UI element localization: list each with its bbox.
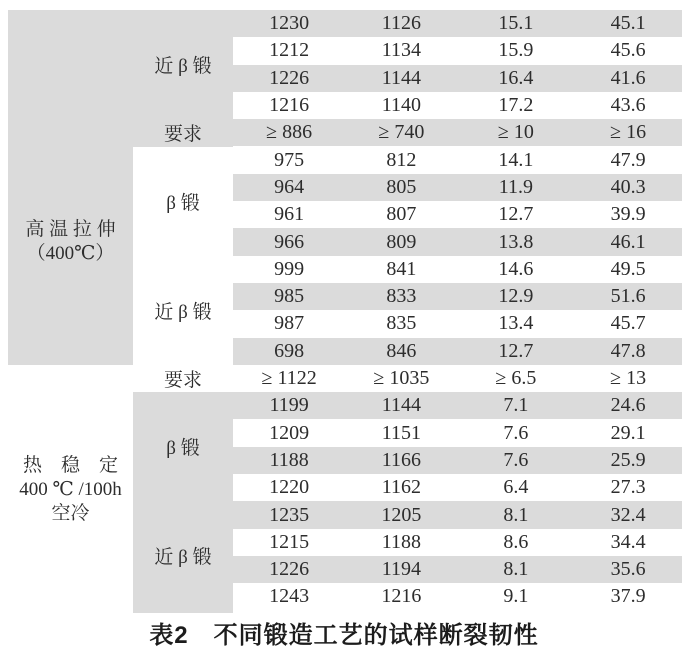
table-cell: 43.6: [610, 94, 646, 117]
table-cell: 40.3: [610, 175, 646, 198]
forge-type-label: 要求: [163, 124, 202, 146]
table-cell: ≥ 740: [378, 121, 425, 144]
table-cell: 47.8: [610, 339, 646, 362]
table-cell: 1230: [269, 12, 310, 35]
table-cell: 12.7: [498, 203, 534, 226]
table-cell: 17.2: [498, 94, 534, 117]
table-cell: ≥ 10: [497, 121, 534, 144]
table-cell: 1226: [269, 558, 310, 581]
table-cell: 1162: [381, 476, 421, 499]
table-cell: ≥ 13: [610, 367, 647, 390]
table-cell: 975: [274, 148, 305, 171]
table-caption: 表2 不同锻造工艺的试样断裂韧性: [149, 622, 539, 649]
table-row: [233, 447, 682, 474]
table-cell: 964: [274, 175, 305, 198]
table-cell: 49.5: [610, 257, 646, 280]
table-cell: 961: [274, 203, 305, 226]
table-row: [233, 420, 682, 447]
table-cell: 35.6: [610, 558, 646, 581]
table-cell: 13.8: [498, 230, 534, 253]
table-cell: ≥ 16: [610, 121, 647, 144]
forge-type-label: β 锻: [166, 192, 200, 214]
table-cell: 987: [274, 312, 305, 335]
table-cell: 14.6: [498, 257, 534, 280]
table-cell: ≥ 886: [266, 121, 313, 144]
table-cell: 833: [386, 285, 417, 308]
forge-type-label: β 锻: [166, 438, 200, 460]
table-row: [233, 201, 682, 228]
table-cell: 25.9: [610, 448, 646, 471]
table-cell: 1134: [381, 39, 421, 62]
section-label-line: 400 ℃ /100h: [19, 479, 122, 500]
table-cell: 1212: [269, 39, 310, 62]
table-cell: 1194: [381, 558, 421, 581]
table-cell: 34.4: [610, 530, 646, 553]
table-cell: 8.6: [503, 530, 529, 553]
table-cell: 1188: [269, 448, 309, 471]
table-cell: 966: [274, 230, 305, 253]
table-cell: 14.1: [498, 148, 534, 171]
table-cell: 1144: [381, 394, 421, 417]
table-cell: 51.6: [610, 285, 646, 308]
table-cell: 13.4: [498, 312, 534, 335]
table-cell: 1205: [381, 503, 422, 526]
table-cell: 1188: [381, 530, 421, 553]
table-row: [233, 310, 682, 337]
table-cell: 6.4: [503, 476, 529, 499]
table-cell: 15.9: [498, 39, 534, 62]
table-row: [233, 256, 682, 283]
table-cell: 1140: [381, 94, 421, 117]
table-cell: 7.6: [503, 448, 529, 471]
table-cell: 1144: [381, 66, 421, 89]
table-cell: 12.7: [498, 339, 534, 362]
table-cell: ≥ 1122: [261, 367, 317, 390]
table-cell: 835: [386, 312, 417, 335]
table-cell: 39.9: [610, 203, 646, 226]
table-row: [233, 283, 682, 310]
table-cell: 1226: [269, 66, 310, 89]
table-cell: 807: [386, 203, 417, 226]
table-row: [233, 174, 682, 201]
table-cell: 1126: [381, 12, 421, 35]
table-cell: 1199: [269, 394, 309, 417]
table-cell: ≥ 6.5: [495, 367, 537, 390]
table-cell: 29.1: [610, 421, 646, 444]
table-cell: 24.6: [610, 394, 646, 417]
table-cell: 1216: [269, 94, 310, 117]
table-cell: 41.6: [610, 66, 646, 89]
table-row: [233, 529, 682, 556]
table-cell: 46.1: [610, 230, 646, 253]
section-label-line: 空冷: [51, 503, 90, 524]
table-cell: 11.9: [498, 175, 533, 198]
table-row: [233, 10, 682, 37]
forge-type-label: 要求: [163, 370, 202, 392]
table-cell: 27.3: [610, 476, 646, 499]
table-cell: ≥ 1035: [373, 367, 430, 390]
table-cell: 999: [274, 257, 305, 280]
table-cell: 47.9: [610, 148, 646, 171]
table-cell: 32.4: [610, 503, 646, 526]
table-row: [233, 92, 682, 119]
table-cell: 45.1: [610, 12, 646, 35]
table-row: [233, 583, 682, 610]
forge-type-label: 近 β 锻: [154, 547, 212, 569]
table-cell: 809: [386, 230, 417, 253]
table-cell: 841: [386, 257, 417, 280]
table-cell: 1235: [269, 503, 310, 526]
table-row: [233, 501, 682, 528]
section-label-line: 热 稳 定: [22, 455, 118, 476]
table-cell: 1215: [269, 530, 310, 553]
table-cell: 9.1: [503, 585, 529, 608]
table-cell: 45.7: [610, 312, 646, 335]
table-cell: 1166: [381, 448, 421, 471]
table-cell: 16.4: [498, 66, 534, 89]
table-cell: 15.1: [498, 12, 534, 35]
table-row: [233, 474, 682, 501]
section-label-line: （400℃）: [26, 243, 115, 264]
table-cell: 698: [274, 339, 305, 362]
table-cell: 12.9: [498, 285, 534, 308]
table-cell: 1151: [381, 421, 421, 444]
table-cell: 37.9: [610, 585, 646, 608]
table-cell: 985: [274, 285, 305, 308]
table-cell: 45.6: [610, 39, 646, 62]
table-row: [233, 147, 682, 174]
table-cell: 8.1: [503, 558, 529, 581]
table-cell: 1220: [269, 476, 310, 499]
table-cell: 1216: [381, 585, 422, 608]
table-cell: 846: [386, 339, 417, 362]
table-cell: 1243: [269, 585, 310, 608]
table-row: [233, 338, 682, 365]
table-row: [233, 65, 682, 92]
table-row: [233, 228, 682, 255]
table-row: [233, 392, 682, 419]
table-cell: 7.6: [503, 421, 529, 444]
table-row: [233, 119, 682, 146]
section-label-thermal-stability: [8, 382, 133, 598]
table-row: [233, 37, 682, 64]
forge-type-label: 近 β 锻: [154, 301, 212, 323]
table-cell: 812: [386, 148, 417, 171]
table-row: [233, 556, 682, 583]
table-cell: 8.1: [503, 503, 529, 526]
forge-type-label: 近 β 锻: [154, 56, 212, 78]
table-cell: 1209: [269, 421, 310, 444]
section-label-high-temp-tensile: [8, 119, 133, 365]
table-cell: 7.1: [503, 394, 529, 417]
table-row: [233, 365, 682, 392]
table-cell: 805: [386, 175, 417, 198]
section-label-line: 高 温 拉 伸: [25, 219, 116, 240]
